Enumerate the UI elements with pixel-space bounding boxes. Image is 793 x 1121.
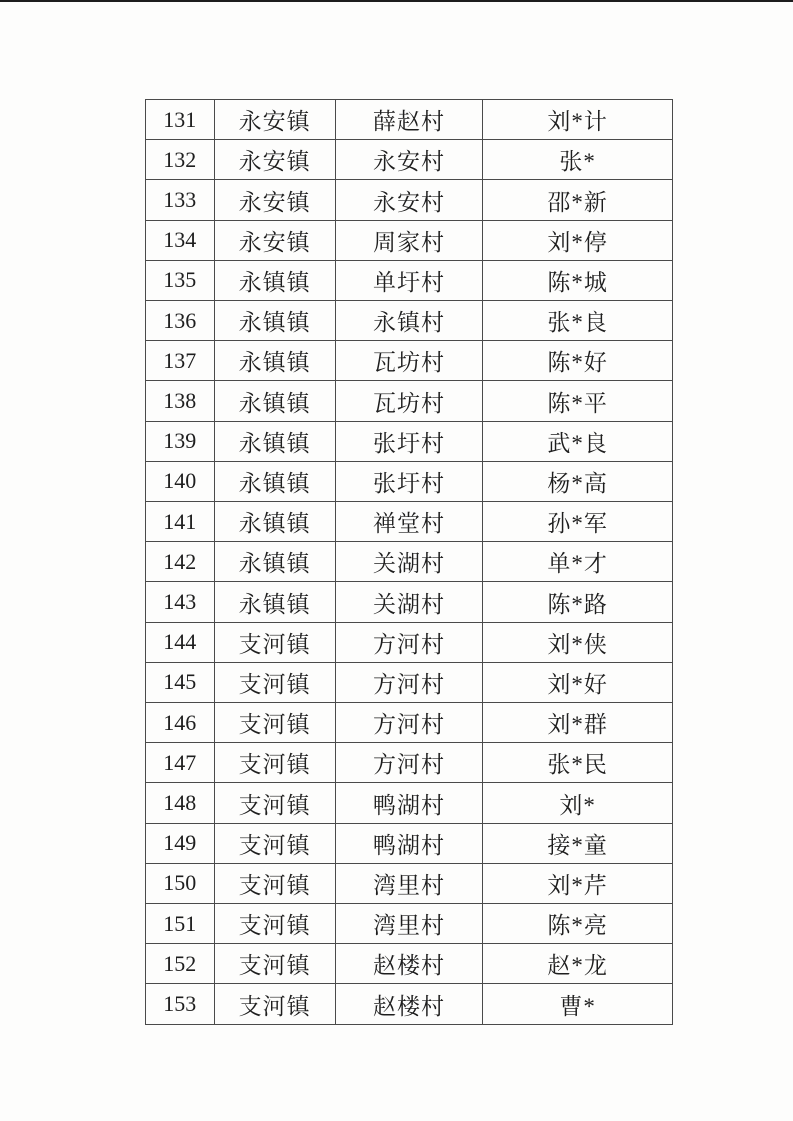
table-cell-index: 141	[146, 502, 215, 542]
table-cell-name: 刘*停	[483, 220, 673, 260]
table-cell-village: 禅堂村	[335, 502, 483, 542]
table-cell-village: 湾里村	[335, 863, 483, 903]
table-cell-name: 刘*	[483, 783, 673, 823]
table-cell-index: 148	[146, 783, 215, 823]
table-cell-town: 支河镇	[214, 662, 335, 702]
table-cell-name: 刘*侠	[483, 622, 673, 662]
table-row	[146, 301, 673, 341]
table-cell-town: 永安镇	[214, 140, 335, 180]
table-row	[146, 100, 673, 140]
table-cell-name: 陈*路	[483, 582, 673, 622]
table-cell-village: 张圩村	[335, 421, 483, 461]
table-cell-village: 方河村	[335, 703, 483, 743]
table-cell-village: 关湖村	[335, 542, 483, 582]
table-cell-name: 邵*新	[483, 180, 673, 220]
table-cell-index: 150	[146, 863, 215, 903]
table-cell-town: 永镇镇	[214, 461, 335, 501]
table-cell-index: 146	[146, 703, 215, 743]
table-cell-index: 144	[146, 622, 215, 662]
table-row	[146, 180, 673, 220]
table-row	[146, 542, 673, 582]
table-cell-village: 薛赵村	[335, 100, 483, 140]
roster-table-body	[146, 100, 673, 1025]
table-cell-town: 支河镇	[214, 622, 335, 662]
table-row	[146, 743, 673, 783]
table-cell-village: 永安村	[335, 180, 483, 220]
table-cell-index: 133	[146, 180, 215, 220]
table-cell-index: 145	[146, 662, 215, 702]
table-cell-town: 支河镇	[214, 783, 335, 823]
table-cell-town: 永安镇	[214, 100, 335, 140]
table-row	[146, 461, 673, 501]
table-cell-village: 关湖村	[335, 582, 483, 622]
table-row	[146, 662, 673, 702]
table-cell-name: 刘*计	[483, 100, 673, 140]
table-cell-name: 接*童	[483, 823, 673, 863]
table-cell-town: 支河镇	[214, 863, 335, 903]
table-cell-town: 支河镇	[214, 743, 335, 783]
table-row	[146, 381, 673, 421]
table-row	[146, 944, 673, 984]
table-cell-name: 张*	[483, 140, 673, 180]
table-row	[146, 783, 673, 823]
table-cell-index: 132	[146, 140, 215, 180]
table-row	[146, 904, 673, 944]
table-cell-village: 鸭湖村	[335, 783, 483, 823]
table-cell-index: 134	[146, 220, 215, 260]
table-cell-name: 刘*好	[483, 662, 673, 702]
table-cell-village: 张圩村	[335, 461, 483, 501]
table-cell-town: 永镇镇	[214, 502, 335, 542]
table-cell-town: 永镇镇	[214, 582, 335, 622]
table-cell-village: 周家村	[335, 220, 483, 260]
table-cell-name: 陈*亮	[483, 904, 673, 944]
table-cell-village: 方河村	[335, 622, 483, 662]
table-cell-index: 140	[146, 461, 215, 501]
table-cell-name: 杨*高	[483, 461, 673, 501]
table-cell-name: 陈*好	[483, 341, 673, 381]
table-cell-village: 永镇村	[335, 301, 483, 341]
table-row	[146, 220, 673, 260]
table-cell-index: 147	[146, 743, 215, 783]
table-cell-village: 永安村	[335, 140, 483, 180]
table-row	[146, 863, 673, 903]
table-cell-town: 支河镇	[214, 904, 335, 944]
table-cell-village: 鸭湖村	[335, 823, 483, 863]
table-row	[146, 140, 673, 180]
table-cell-town: 支河镇	[214, 984, 335, 1025]
table-cell-village: 瓦坊村	[335, 341, 483, 381]
table-cell-village: 湾里村	[335, 904, 483, 944]
table-cell-index: 136	[146, 301, 215, 341]
table-cell-index: 135	[146, 260, 215, 300]
table-cell-village: 方河村	[335, 662, 483, 702]
scan-edge-artifact	[0, 0, 793, 2]
table-cell-village: 赵楼村	[335, 984, 483, 1025]
table-cell-index: 143	[146, 582, 215, 622]
roster-table	[145, 99, 673, 1025]
table-cell-town: 永镇镇	[214, 301, 335, 341]
table-cell-town: 永安镇	[214, 180, 335, 220]
table-cell-village: 瓦坊村	[335, 381, 483, 421]
table-cell-index: 138	[146, 381, 215, 421]
table-cell-name: 单*才	[483, 542, 673, 582]
table-cell-name: 刘*芹	[483, 863, 673, 903]
table-row	[146, 622, 673, 662]
table-row	[146, 703, 673, 743]
table-row	[146, 341, 673, 381]
table-cell-index: 151	[146, 904, 215, 944]
table-row	[146, 582, 673, 622]
table-cell-town: 永镇镇	[214, 542, 335, 582]
table-cell-village: 单圩村	[335, 260, 483, 300]
table-cell-name: 刘*群	[483, 703, 673, 743]
table-row	[146, 823, 673, 863]
table-cell-town: 支河镇	[214, 823, 335, 863]
table-cell-town: 支河镇	[214, 703, 335, 743]
table-row	[146, 421, 673, 461]
table-cell-town: 永镇镇	[214, 260, 335, 300]
table-cell-name: 曹*	[483, 984, 673, 1025]
table-cell-town: 永镇镇	[214, 421, 335, 461]
table-cell-index: 139	[146, 421, 215, 461]
table-cell-index: 149	[146, 823, 215, 863]
table-row	[146, 260, 673, 300]
table-cell-town: 永安镇	[214, 220, 335, 260]
table-cell-village: 方河村	[335, 743, 483, 783]
table-cell-name: 武*良	[483, 421, 673, 461]
table-cell-name: 张*良	[483, 301, 673, 341]
table-cell-name: 孙*军	[483, 502, 673, 542]
table-cell-village: 赵楼村	[335, 944, 483, 984]
table-row	[146, 502, 673, 542]
table-cell-name: 陈*平	[483, 381, 673, 421]
table-cell-index: 152	[146, 944, 215, 984]
table-cell-name: 张*民	[483, 743, 673, 783]
table-cell-index: 137	[146, 341, 215, 381]
table-cell-name: 陈*城	[483, 260, 673, 300]
table-row	[146, 984, 673, 1025]
table-cell-index: 142	[146, 542, 215, 582]
table-cell-town: 永镇镇	[214, 341, 335, 381]
table-cell-town: 永镇镇	[214, 381, 335, 421]
table-cell-name: 赵*龙	[483, 944, 673, 984]
table-cell-index: 131	[146, 100, 215, 140]
table-cell-town: 支河镇	[214, 944, 335, 984]
table-cell-index: 153	[146, 984, 215, 1025]
